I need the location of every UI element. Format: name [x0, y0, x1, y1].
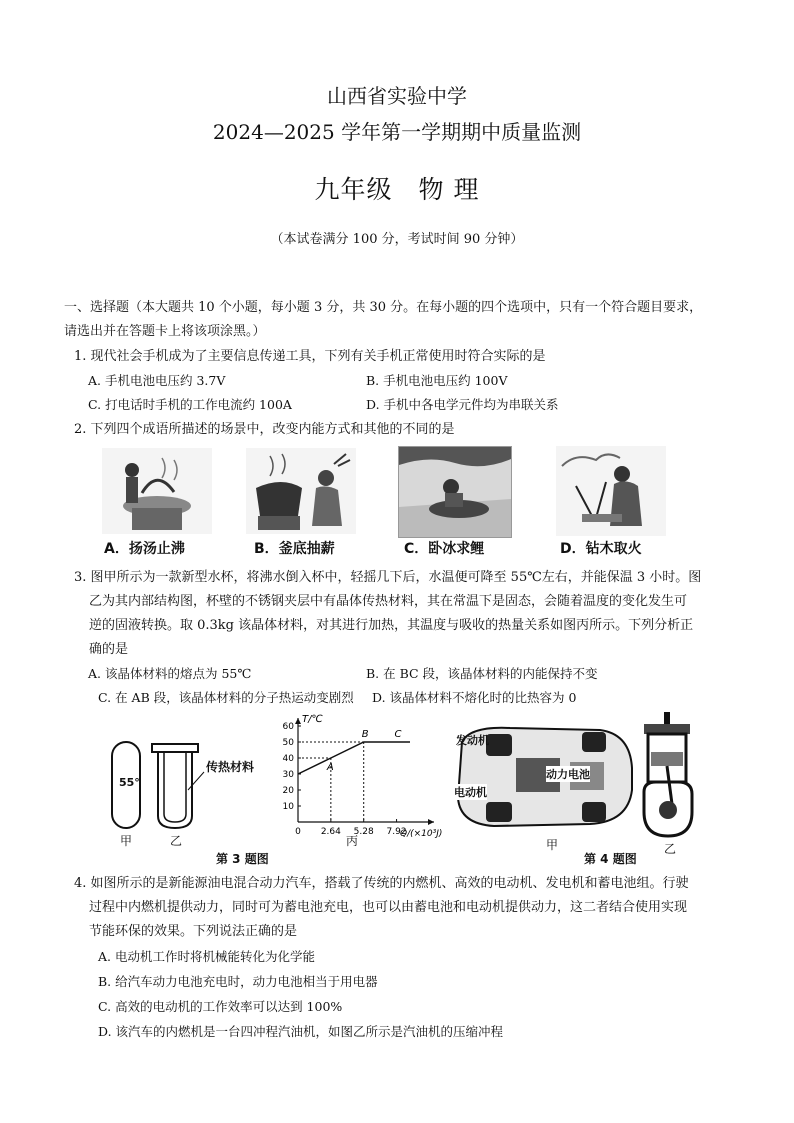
chart-x-tick-label: 0 — [295, 827, 301, 837]
chart-x-tick-label: 7.92 — [386, 827, 407, 837]
q3-option-a: A. 该晶体材料的熔点为 55℃ — [88, 666, 252, 681]
q1-option-a: A. 手机电池电压约 3.7V — [88, 373, 226, 388]
fig4-motor-label: 电动机 — [454, 786, 487, 799]
q3-stem-line1: 3. 图甲所示为一款新型水杯，将沸水倒入杯中，轻摇几下后，水温便可降至 55℃左右，并能保温 3 小时。图 — [74, 570, 702, 585]
fig3-cup-temp: 55° — [119, 776, 140, 789]
q2-picture-c — [398, 446, 512, 538]
school-name: 山西省实验中学 — [327, 84, 467, 108]
q1-option-c: C. 打电话时手机的工作电流约 100A — [88, 397, 292, 412]
q4-stem-line1: 4. 如图所示的是新能源油电混合动力汽车，搭载了传统的内燃机、高效的电动机、发电机和蓄电池组。行驶 — [74, 876, 689, 891]
section-intro-line1: 一、选择题（本大题共 10 个小题，每小题 3 分，共 30 分。在每小题的四个选项中，只有一个符合题目要求， — [64, 300, 703, 315]
q4-option-a: A. 电动机工作时将机械能转化为化学能 — [98, 949, 315, 964]
fig3-label-yi: 乙 — [170, 834, 183, 848]
fig4-caption: 第 4 题图 — [584, 852, 637, 866]
q2-caption-a: A．扬汤止沸 — [104, 541, 185, 557]
q2-stem: 2. 下列四个成语所描述的场景中，改变内能方式和其他的不同的是 — [74, 422, 455, 437]
chart-y-label: T/℃ — [302, 714, 323, 725]
chart-y-tick-label: 40 — [282, 754, 294, 764]
q3-option-b: B. 在 BC 段，该晶体材料的内能保持不变 — [366, 666, 598, 681]
fig4-battery-label: 动力电池 — [546, 768, 590, 781]
chart-point-label: B — [361, 729, 369, 740]
section-intro-line2: 请选出并在答题卡上将该项涂黑。） — [64, 324, 266, 339]
chart-y-arrow — [295, 718, 301, 724]
exam-note: （本试卷满分 100 分，考试时间 90 分钟） — [270, 232, 524, 247]
fig3-label-bing: 丙 — [346, 834, 359, 848]
chart-x-label: Q/(×10³J) — [400, 829, 443, 839]
q2-picture-a — [102, 448, 212, 534]
fig4-engine-label: 发动机 — [456, 734, 489, 747]
q1-option-b: B. 手机电池电压约 100V — [366, 373, 508, 388]
fig4-label-jia: 甲 — [546, 838, 559, 852]
chart-x-tick-label: 5.28 — [353, 827, 374, 837]
chart-y-tick-label: 30 — [282, 770, 294, 780]
q2-caption-c: C．卧冰求鲤 — [404, 541, 485, 557]
q4-stem-line2: 过程中内燃机提供动力，同时可为蓄电池充电，也可以由蓄电池和电动机提供动力，这二者结合使用实现 — [89, 900, 688, 915]
q2-picture-b — [246, 448, 356, 534]
q4-option-c: C. 高效的电动机的工作效率可以达到 100% — [98, 999, 343, 1014]
fig4-label-yi: 乙 — [664, 842, 677, 856]
fig3-temperature-chart — [270, 710, 450, 850]
chart-y-tick-label: 20 — [282, 786, 294, 796]
chart-y-tick-label: 60 — [282, 722, 294, 732]
fig3-caption: 第 3 题图 — [216, 852, 269, 866]
q3-stem-line2: 乙为其内部结构图，杯壁的不锈钢夹层中有晶体传热材料，其在常温下是固态，会随着温度的变化发生可 — [89, 594, 688, 609]
fig3-label-jia: 甲 — [120, 834, 133, 848]
exam-term: 2024—2025 学年第一学期期中质量监测 — [212, 120, 582, 144]
chart-point-label: C — [394, 729, 402, 740]
q2-caption-d: D．钻木取火 — [560, 541, 642, 557]
fig4-engine-cylinder — [636, 712, 700, 842]
q2-picture-d — [556, 446, 666, 536]
fig3-material-label: 传热材料 — [206, 760, 255, 774]
chart-y-tick-label: 10 — [282, 802, 294, 812]
q3-stem-line3: 逆的固液转换。取 0.3kg 该晶体材料，对其进行加热，其温度与吸收的热量关系如图丙所示。下列分析正 — [89, 618, 694, 633]
q4-stem-line3: 节能环保的效果。下列说法正确的是 — [89, 924, 298, 939]
subject-title: 九年级 物 理 — [314, 175, 480, 204]
chart-y-tick-label: 50 — [282, 738, 294, 748]
chart-x-tick-label: 2.64 — [320, 827, 341, 837]
q4-option-b: B. 给汽车动力电池充电时，动力电池相当于用电器 — [98, 974, 378, 989]
q1-option-d: D. 手机中各电学元件均为串联关系 — [366, 397, 559, 412]
q2-caption-b: B．釜底抽薪 — [254, 541, 335, 557]
chart-point-label: A — [326, 762, 334, 773]
chart-x-arrow — [428, 819, 434, 825]
q3-option-d: D. 该晶体材料不熔化时的比热容为 0 — [372, 690, 577, 705]
q3-stem-line4: 确的是 — [89, 642, 129, 657]
q3-option-c: C. 在 AB 段，该晶体材料的分子热运动变剧烈 — [98, 690, 354, 705]
q4-option-d: D. 该汽车的内燃机是一台四冲程汽油机，如图乙所示是汽油机的压缩冲程 — [98, 1024, 504, 1039]
q1-stem: 1. 现代社会手机成为了主要信息传递工具，下列有关手机正常使用时符合实际的是 — [74, 349, 546, 364]
